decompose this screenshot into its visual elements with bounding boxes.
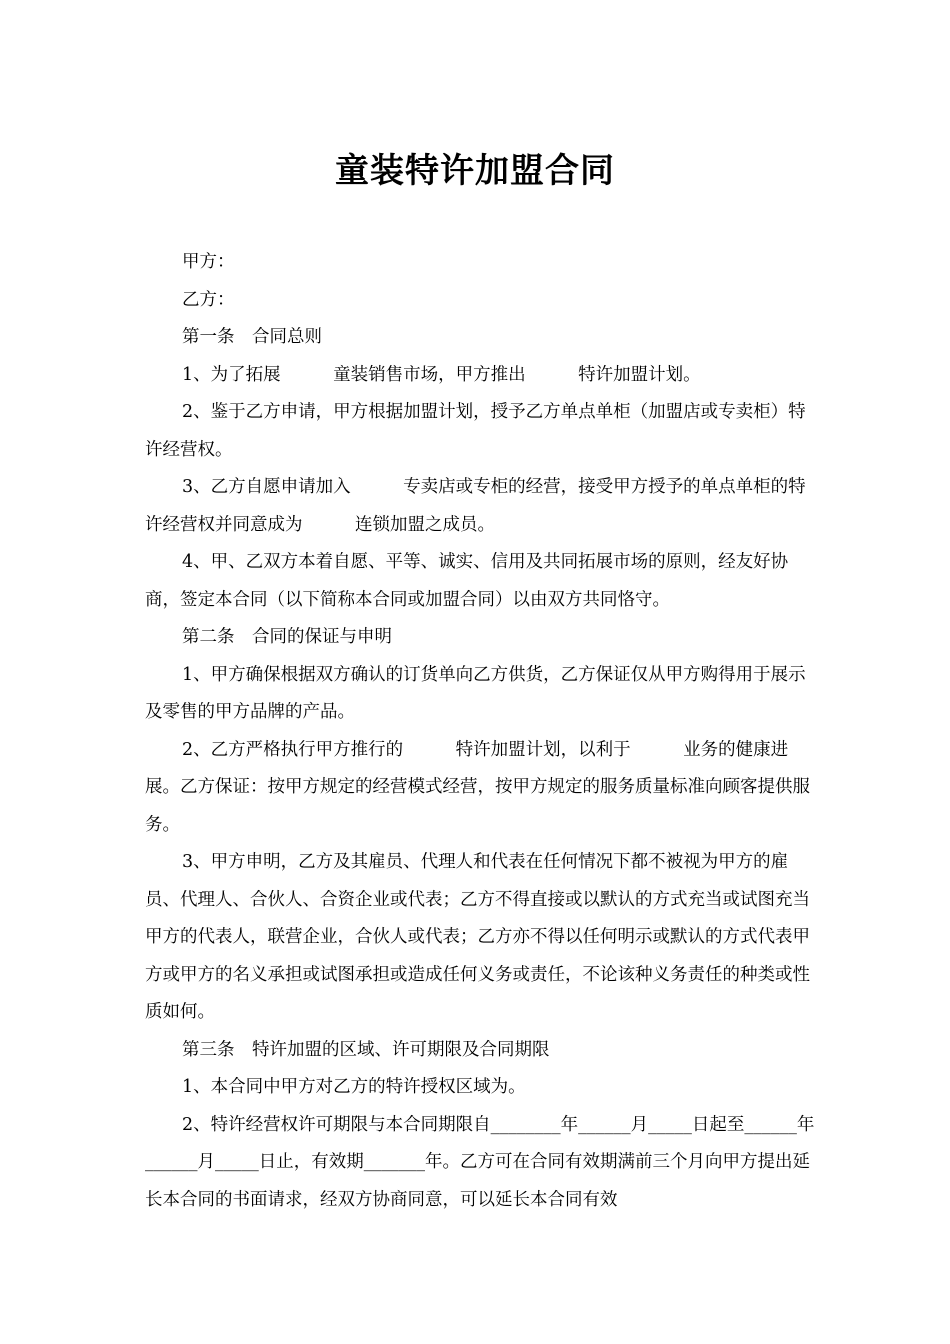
- article-1-heading: 第一条 合同总则: [182, 327, 322, 347]
- article-1-clause-2: 2、鉴于乙方申请，甲方根据加盟计划，授予乙方单点单柜（加盟店或专卖柜）特许经营权。: [145, 402, 806, 460]
- article-1-clause-4: 4、甲、乙双方本着自愿、平等、诚实、信用及共同拓展市场的原则，经友好协商，签定本合同（以下简称本合同或加盟合同）以由双方共同恪守。: [145, 552, 789, 610]
- article-3-clause-1: 1、本合同中甲方对乙方的特许授权区域为。: [182, 1077, 526, 1097]
- article-2-heading: 第二条 合同的保证与申明: [182, 627, 392, 647]
- party-a-line: 甲方：: [182, 252, 235, 272]
- article-3-clause-2: 2、特许经营权许可期限与本合同期限自________年______月_____日起至______年______月_____日止，有效期_______年。乙方可在合同有效期满前三个月向甲方提出延长本合同的书面请求，经双方协商同意，可以延长本合同有效: [145, 1114, 815, 1210]
- article-1-clause-3: 3、乙方自愿申请加入 专卖店或专柜的经营，接受甲方授予的单点单柜的特许经营权并同意成为 连锁加盟之成员。: [145, 477, 806, 535]
- article-2-clause-3: 3、甲方申明，乙方及其雇员、代理人和代表在任何情况下都不被视为甲方的雇员、代理人、合伙人、合资企业或代表；乙方不得直接或以默认的方式充当或试图充当甲方的代表人，联营企业，合伙人或代表；乙方亦不得以任何明示或默认的方式代表甲方或甲方的名义承担或试图承担或造成任何义务或责任，不论该种义务责任的种类或性质如何。: [145, 852, 810, 1022]
- article-1-clause-1: 1、为了拓展 童装销售市场，甲方推出 特许加盟计划。: [182, 364, 701, 385]
- article-3-heading: 第三条 特许加盟的区域、许可期限及合同期限: [182, 1039, 550, 1060]
- party-b-line: 乙方：: [182, 289, 235, 310]
- document-body: [145, 244, 817, 1219]
- document-title: 童装特许加盟合同: [335, 151, 615, 191]
- article-2-clause-2: 2、乙方严格执行甲方推行的 特许加盟计划，以利于 业务的健康进展。乙方保证：按甲方规定的经营模式经营，按甲方规定的服务质量标准向顾客提供服务。: [145, 739, 810, 835]
- article-2-clause-1: 1、甲方确保根据双方确认的订货单向乙方供货，乙方保证仅从甲方购得用于展示及零售的甲方品牌的产品。: [145, 664, 806, 722]
